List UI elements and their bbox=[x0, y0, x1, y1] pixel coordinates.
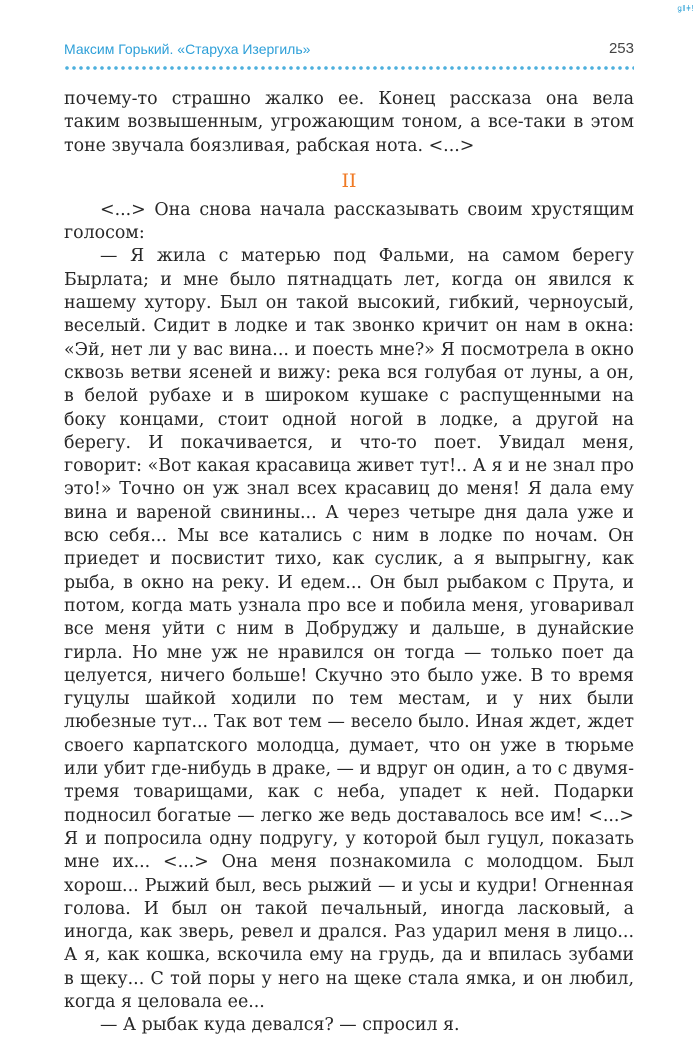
paragraph: почему-то страшно жалко ее. Конец рассказа она вела таким возвышенным, угрожающим тоном, а все-таки в этом тоне звучала боязливая, рабская нота. <...> bbox=[64, 89, 634, 156]
paragraph: <...> Она снова начала рассказывать своим хрустящим голосом: bbox=[64, 199, 634, 244]
section-number: II bbox=[341, 169, 357, 192]
running-header bbox=[64, 40, 634, 62]
corner-mark: ǥǁǂǃ bbox=[677, 4, 694, 13]
paragraph: — Я жила с матерью под Фальми, на самом берегу Бырлата; и мне было пятнадцать лет, когда он явился к нашему хутору. Был он такой высокий, гибкий, черноусый, веселый. Сидит в лодке и так звонко кричит он нам в окна: «Эй, нет ли у вас вина... и поесть мне?» Я посмотрела в окно сквозь ветви ясеней и вижу: река вся голубая от луны, а он, в белой рубахе и в широком кушаке с распущенными на боку концами, стоит одной ногой в лодке, а другой на берегу. И покачивается, и что-то поет. Увидал меня, говорит: «Вот какая красавица живет тут!.. А я и не знал про это!» Точно он уж знал всех красавиц до меня! Я дала ему вина и вареной свинины... А через четыре дня дала уже и всю себя... Мы все катались с ним в лодке по ночам. Он приедет и посвистит тихо, как суслик, а я выпрыгну, как рыба, в окно на реку. И едем... Он был рыбаком с Прута, и потом, когда мать узнала про все и побила меня, уговаривал все меня уйти с ним в Добруджу и дальше, в дунайские гирла. Но мне уж не нравился он тогда — только поет да целуется, ничего больше! Скучно это было уже. В то время гуцулы шайкой ходили по тем местам, и у них были любезные тут... Так вот тем — весело было. Иная ждет, ждет своего карпатского молодца, думает, что он уже в тюрьме или убит где-нибудь в драке, — и вдруг он один, а то с двумя-тремя товарищами, как с неба, упадет к ней. Подарки подносил богатые — легко же ведь доставалось все им! <...> Я и попросила одну подругу, у которой был гуцул, показать мне их... <...> Она меня познакомила с молодцом. Был хорош... Рыжий был, весь рыжий — и усы и кудри! Огненная голова. И был он такой печальный, иногда ласковый, а иногда, как зверь, ревел и дрался. Раз ударил меня в лицо... А я, как кошка, вскочила ему на грудь, да и впилась зубами в щеку... С той поры у него на щеке стала ямка, и он любил, когда я целовала ее... bbox=[64, 246, 634, 1012]
page-body bbox=[64, 88, 634, 1038]
paragraph: — А рыбак куда девался? — спросил я. bbox=[100, 1015, 460, 1036]
header-title: Максим Горький. «Старуха Изергиль» bbox=[64, 41, 311, 57]
page-number: 253 bbox=[608, 40, 634, 57]
header-ornament-divider bbox=[64, 64, 634, 72]
